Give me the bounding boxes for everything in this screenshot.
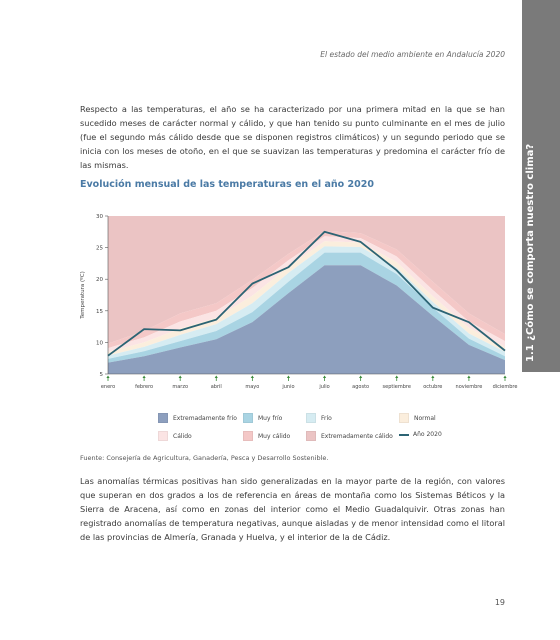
- x-tick-label-abril: abril: [210, 384, 222, 390]
- x-tick-arrow-enero: [106, 376, 109, 379]
- x-tick-label-diciembre: diciembre: [492, 384, 518, 390]
- x-tick-arrow-julio: [323, 376, 326, 379]
- x-tick-arrow-octubre: [431, 376, 434, 379]
- y-axis-label: Temperatura (ºC): [80, 271, 86, 319]
- chapter-side-tab-label: 1.1 ¿Cómo se comporta nuestro clima?: [525, 143, 536, 362]
- y-tick-label-25: 25: [96, 245, 103, 252]
- legend-label-calido: Cálido: [173, 432, 192, 440]
- legend-calido: [158, 431, 192, 441]
- legend-label-normal: Normal: [414, 414, 436, 422]
- x-tick-label-marzo: marzo: [172, 384, 189, 390]
- x-tick-label-septiembre: septiembre: [382, 384, 411, 390]
- x-tick-arrow-agosto: [359, 376, 362, 379]
- legend-swatch-muy-calido: [243, 431, 253, 441]
- x-tick-label-octubre: octubre: [423, 384, 443, 390]
- x-tick-arrow-marzo: [179, 376, 182, 379]
- legend-swatch-extremadamente-frio: [158, 413, 168, 423]
- x-tick-label-febrero: febrero: [135, 384, 154, 390]
- legend-label-ano-2020: Año 2020: [413, 431, 442, 438]
- x-tick-arrow-mayo: [251, 376, 254, 379]
- x-tick-label-junio: junio: [282, 384, 295, 390]
- y-tick-label-10: 10: [96, 340, 103, 347]
- x-tick-arrow-diciembre: [503, 376, 506, 379]
- x-tick-arrow-junio: [287, 376, 290, 379]
- legend-label-extremadamente-calido: Extremadamente cálido: [321, 432, 393, 440]
- figure-source: Fuente: Consejería de Agricultura, Ganadería, Pesca y Desarrollo Sostenible.: [80, 454, 329, 462]
- legend-extremadamente-calido: [306, 431, 393, 441]
- anomalies-paragraph: Las anomalías térmicas positivas han sido generalizadas en la mayor parte de la región, con valores que superan en dos grados a los de referencia en áreas de montaña como los Sistemas Béticos y la Sierra de Aracena, así como en zonas del interior como el Medio Guadalquivir. Otras zonas han registrado anomalías de temperatura negativas, aunque aisladas y de menor intensidad como el litoral de las provincias de Almería, Granada y Huelva, y el interior de la de Cádiz.: [80, 476, 505, 542]
- legend-label-frio: Frío: [321, 414, 332, 422]
- temperature-chart: [70, 200, 518, 405]
- legend-frio: [306, 413, 332, 423]
- x-tick-arrow-abril: [215, 376, 218, 379]
- x-tick-label-julio: julio: [319, 384, 330, 390]
- x-tick-label-mayo: mayo: [245, 384, 260, 390]
- legend-label-muy-frio: Muy frío: [258, 414, 283, 422]
- y-tick-label-15: 15: [96, 308, 103, 315]
- x-tick-label-noviembre: noviembre: [455, 384, 483, 390]
- legend-swatch-normal: [399, 413, 409, 423]
- x-tick-arrow-septiembre: [395, 376, 398, 379]
- legend-line-ano-2020: [399, 434, 409, 436]
- y-tick-label-5: 5: [99, 372, 103, 378]
- chart-legend: [80, 408, 505, 448]
- x-tick-arrow-noviembre: [467, 376, 470, 379]
- legend-swatch-extremadamente-calido: [306, 431, 316, 441]
- legend-muy-frio: [243, 413, 282, 423]
- legend-swatch-calido: [158, 431, 168, 441]
- intro-paragraph: Respecto a las temperaturas, el año se ha caracterizado por una primera mitad en la que se han sucedido meses de carácter normal y cálido, y que han tenido su punto culminante en el mes de julio (fue el segundo más cálido desde que se disponen registros climáticos) y un segundo periodo que se inicia con los meses de otoño, en el que se suavizan las temperaturas y predomina el carácter frío de las mismas.: [80, 104, 505, 170]
- running-header: El estado del medio ambiente en Andalucía 2020: [320, 50, 505, 59]
- x-tick-label-agosto: agosto: [352, 384, 370, 390]
- x-tick-arrow-febrero: [142, 376, 145, 379]
- page-number: 19: [494, 598, 505, 607]
- legend-extremadamente-frio: [158, 413, 237, 423]
- legend-label-muy-calido: Muy cálido: [258, 432, 291, 440]
- y-tick-label-20: 20: [96, 277, 103, 284]
- legend-normal: [399, 413, 436, 423]
- legend-swatch-muy-frio: [243, 413, 253, 423]
- chart-title: Evolución mensual de las temperaturas en el año 2020: [80, 179, 374, 190]
- legend-label-extremadamente-frio: Extremadamente frío: [173, 414, 237, 422]
- legend-ano-2020: [399, 431, 442, 438]
- chapter-side-tab: [522, 0, 560, 372]
- legend-swatch-frio: [306, 413, 316, 423]
- x-tick-label-enero: enero: [100, 384, 116, 390]
- legend-muy-calido: [243, 431, 290, 441]
- y-tick-label-30: 30: [96, 214, 103, 220]
